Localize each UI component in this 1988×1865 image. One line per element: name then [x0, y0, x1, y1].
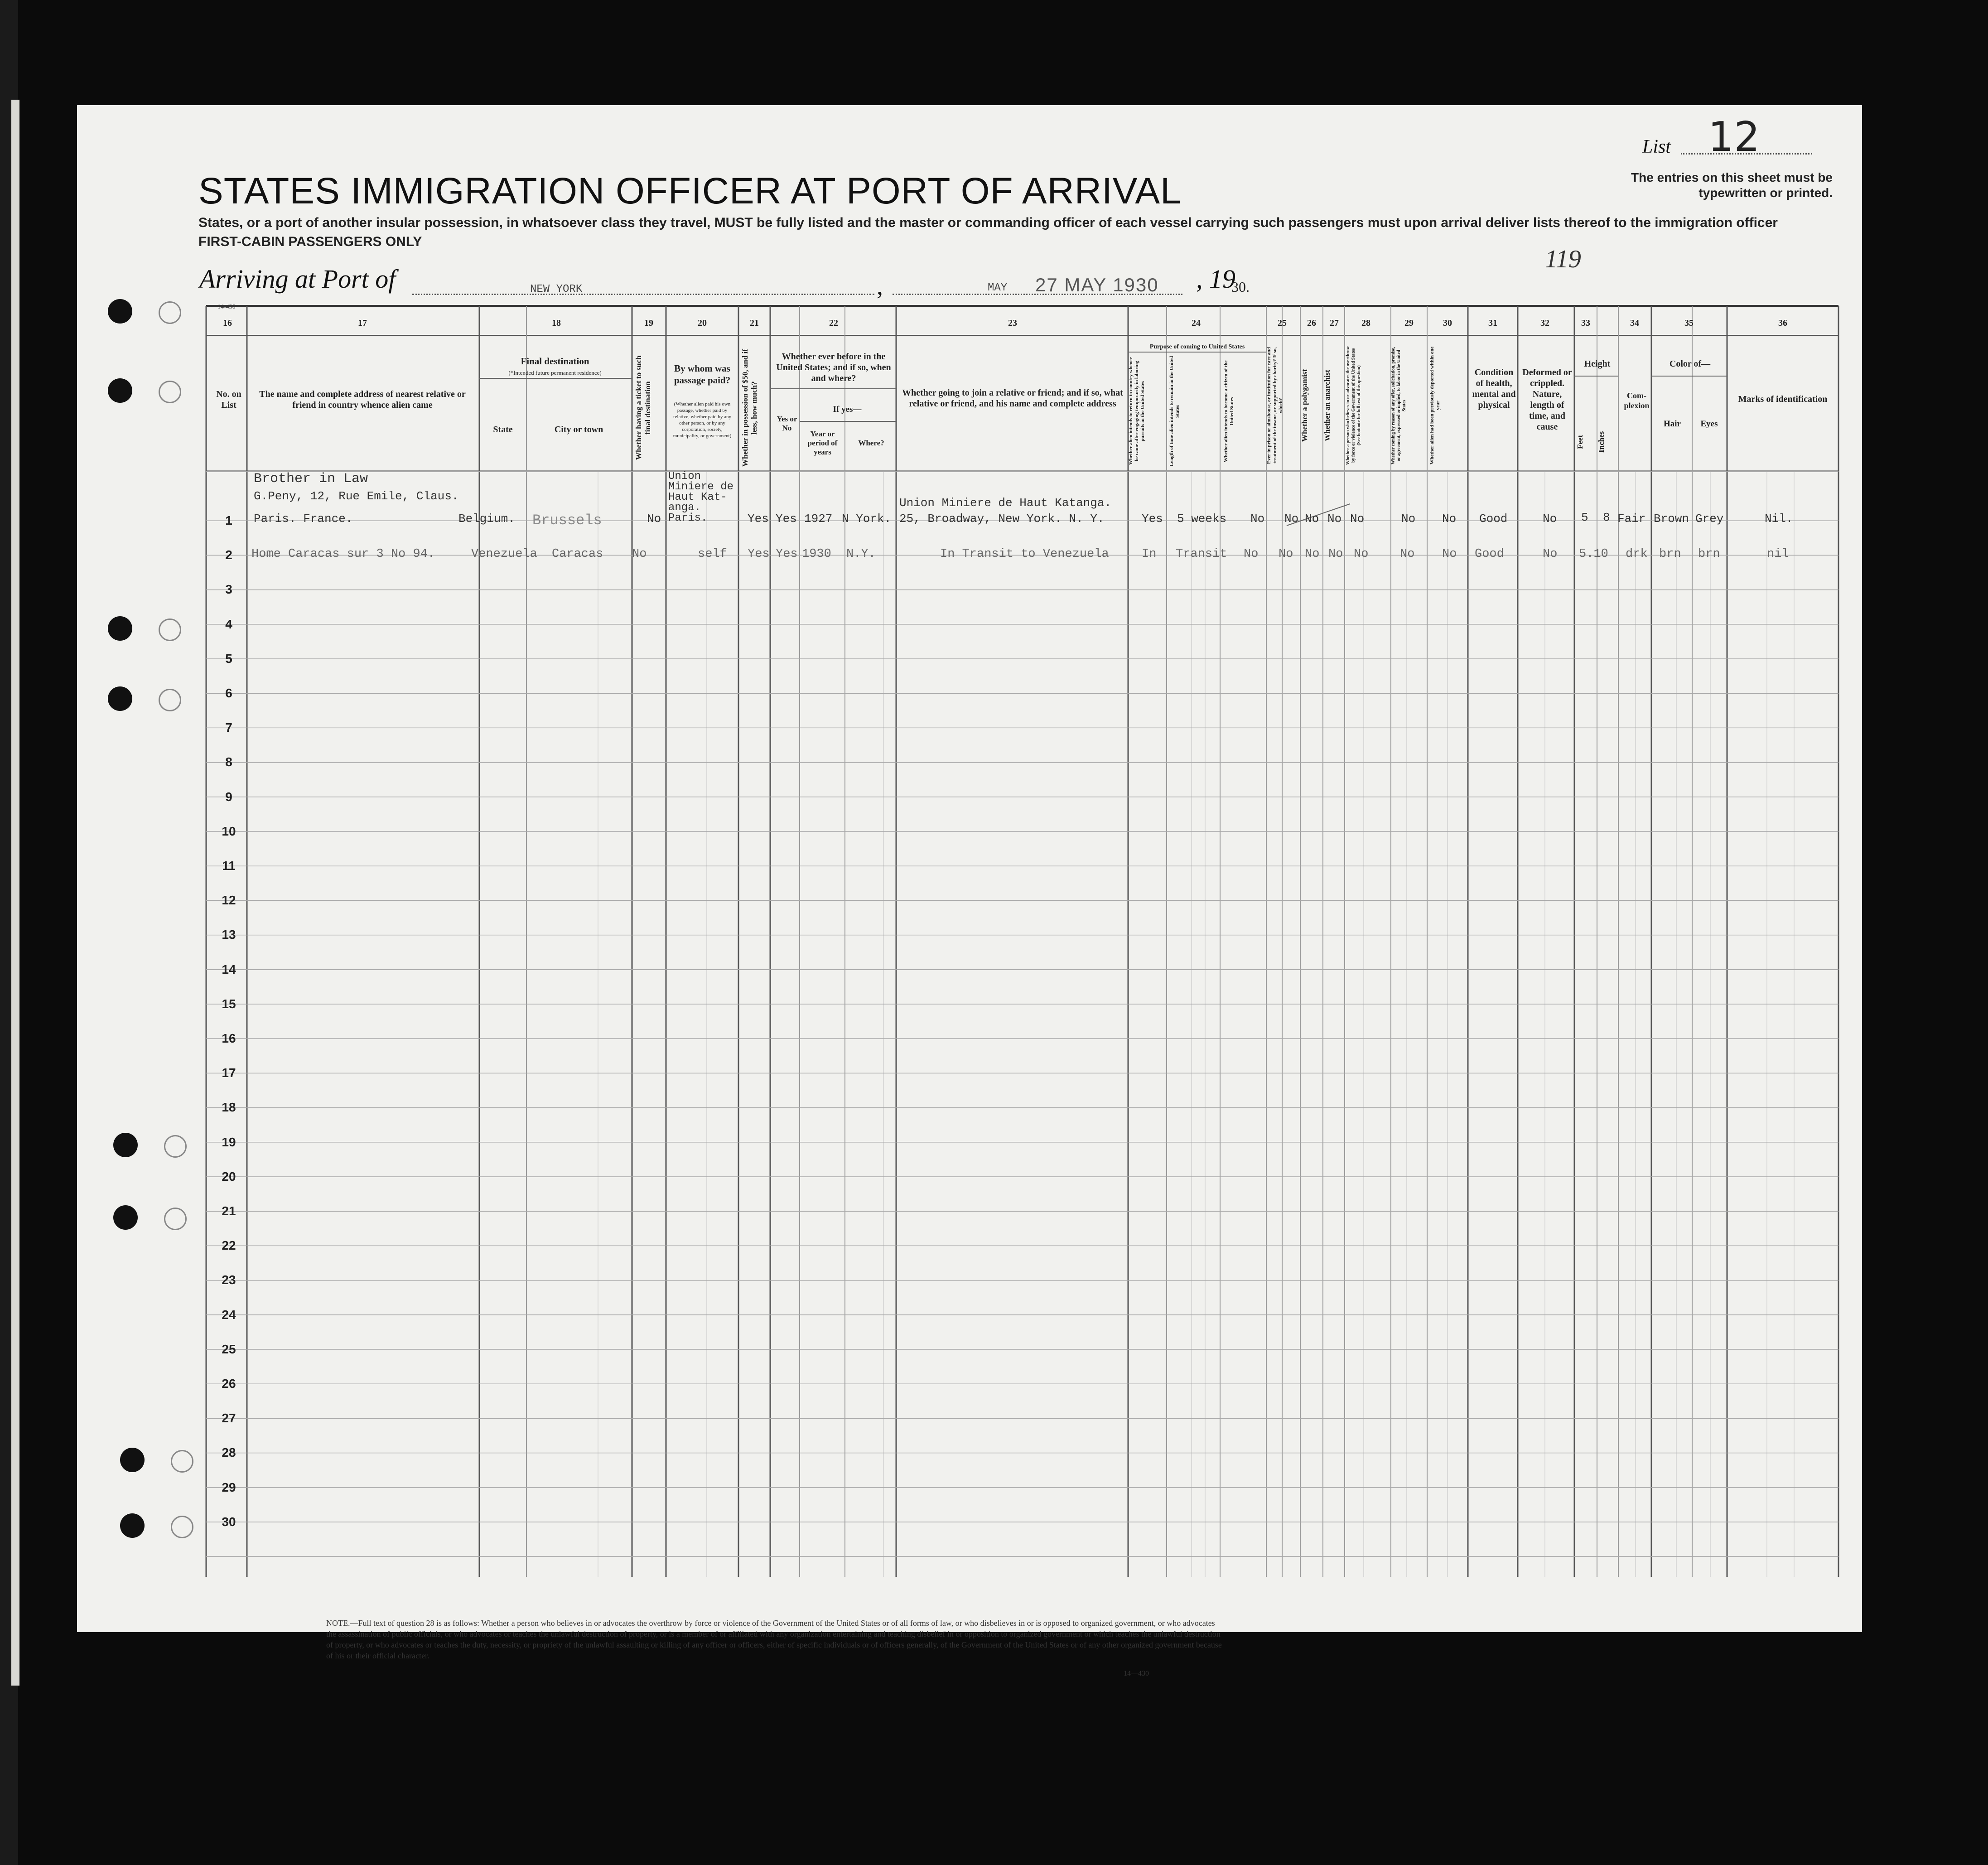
- row1-joining-2: 25, Broadway, New York. N. Y.: [899, 512, 1105, 526]
- column-number-16: 16: [223, 318, 232, 328]
- row-number-20: 20: [222, 1169, 236, 1184]
- column-number-22: 22: [829, 318, 838, 328]
- header-yes-no: Yes or No: [777, 415, 797, 432]
- row2-anarchist: No: [1328, 547, 1343, 561]
- handwritten-number: 119: [1545, 245, 1581, 273]
- row-number-22: 22: [222, 1238, 236, 1253]
- row-number-18: 18: [222, 1100, 236, 1115]
- row-number-28: 28: [222, 1445, 236, 1460]
- row1-q28: No: [1350, 512, 1365, 526]
- row2-prison: No: [1279, 547, 1293, 561]
- header-height: Height: [1584, 359, 1611, 369]
- port-comma: ,: [877, 272, 883, 300]
- row1-complexion: Fair: [1617, 512, 1646, 526]
- header-if-yes: If yes—: [833, 405, 862, 414]
- header-deported: Whether alien had been previously deported within one year: [1429, 346, 1441, 465]
- header-inches: Inches: [1597, 431, 1606, 453]
- row-number-16: 16: [222, 1031, 236, 1045]
- header-ticket: Whether having a ticket to such final destination: [634, 355, 652, 460]
- row-number-2: 2: [225, 548, 232, 562]
- row-number-25: 25: [222, 1342, 236, 1356]
- header-prison: Ever in prison or almshouse, or institution for care and treatment of the insane, or supported by charity? If so, which?: [1266, 347, 1284, 464]
- footer-code: 14—430: [1124, 1670, 1149, 1677]
- row2-where: N.Y.: [846, 547, 876, 561]
- rule-text: States, or a port of another insular possession, in whatsoever class they travel, MUST be fully listed and the master or commanding officer of each vessel carrying such passengers must upon arrival deliver lists thereof to the immigration officer: [198, 215, 1778, 230]
- row2-relative: Home Caracas sur 3 No 94.: [251, 547, 435, 561]
- row2-before: Yes: [776, 547, 798, 561]
- row1-relative-line1: Brother in Law: [254, 471, 368, 487]
- column-number-31: 31: [1488, 318, 1497, 328]
- row-number-12: 12: [222, 893, 236, 908]
- row1-ticket: No: [647, 512, 661, 526]
- row-number-14: 14: [222, 962, 236, 976]
- row-number-17: 17: [222, 1066, 236, 1080]
- column-number-29: 29: [1404, 318, 1414, 328]
- column-number-33: 33: [1581, 318, 1590, 328]
- row1-hair: Brown: [1654, 512, 1689, 526]
- row2-return: In: [1142, 547, 1157, 561]
- header-marks: Marks of identification: [1738, 394, 1828, 404]
- row1-anarchist: No: [1327, 512, 1342, 526]
- column-number-24: 24: [1192, 318, 1201, 328]
- row2-citizen: No: [1244, 547, 1259, 561]
- row1-deformed: No: [1543, 512, 1557, 526]
- row1-year: 1927: [804, 512, 833, 526]
- row1-return: Yes: [1142, 512, 1163, 526]
- row2-ticket: No: [632, 547, 647, 561]
- row1-length: 5 weeks: [1177, 512, 1227, 526]
- column-number-27: 27: [1330, 318, 1339, 328]
- header-anarchist: Whether an anarchist: [1323, 369, 1332, 442]
- header-state: State: [493, 425, 513, 435]
- column-number-26: 26: [1307, 318, 1316, 328]
- date-stamp: 27 MAY 1930: [1035, 274, 1159, 295]
- column-number-18: 18: [552, 318, 561, 328]
- header-labor-offer: Whether coming by reason of any offer, solicitation, promise, or agreement, expressed or implied, to labor in the United States: [1391, 347, 1407, 464]
- row-number-8: 8: [225, 755, 232, 769]
- row2-marks: nil: [1767, 547, 1789, 561]
- row-number-23: 23: [222, 1273, 236, 1287]
- header-final-destination: Final destination: [521, 356, 589, 367]
- row1-citizen: No: [1250, 512, 1265, 526]
- header-q28: Whether a person who believes in or advocates the overthrow by force or violence of the Government of the United States (See footnote for full text of this question): [1346, 346, 1361, 465]
- column-number-36: 36: [1778, 318, 1787, 328]
- column-number-35: 35: [1684, 318, 1694, 328]
- header-citizen-intent: Whether alien intends to become a citizen of the United States: [1223, 360, 1235, 462]
- row1-passage-2: Miniere de: [668, 481, 734, 493]
- header-before-in-us: Whether ever before in the United States; and if so, when and where?: [776, 352, 891, 383]
- row2-length: Transit: [1176, 547, 1227, 561]
- header-relative-abroad: The name and complete address of nearest relative or friend in country whence alien came: [259, 389, 466, 410]
- row1-eyes: Grey: [1695, 512, 1724, 526]
- row2-deported: No: [1442, 547, 1457, 561]
- header-joining-relative: Whether going to join a relative or friend; and if so, what relative or friend, and his name and complete address: [902, 388, 1123, 409]
- column-number-25: 25: [1278, 318, 1287, 328]
- arriving-label: Arriving at Port of: [199, 264, 396, 294]
- row-number-27: 27: [222, 1411, 236, 1425]
- row1-feet: 5: [1581, 511, 1588, 524]
- list-label: List: [1642, 136, 1671, 157]
- header-color-of: Color of—: [1669, 359, 1711, 369]
- year-prefix: , 19: [1196, 264, 1235, 294]
- row2-city: Caracas: [552, 547, 603, 561]
- port-value: NEW YORK: [530, 283, 583, 295]
- column-number-34: 34: [1630, 318, 1639, 328]
- row1-inches: 8: [1603, 511, 1610, 524]
- row-number-5: 5: [225, 651, 232, 666]
- row-number-30: 30: [222, 1514, 236, 1529]
- header-city: City or town: [554, 425, 603, 435]
- header-feet: Feet: [1576, 435, 1584, 449]
- header-deformed: Deformed or crippled. Nature, length of time, and cause: [1522, 367, 1572, 432]
- row1-offer: No: [1401, 512, 1416, 526]
- row2-deformed: No: [1543, 547, 1558, 561]
- row2-state: Venezuela: [471, 547, 537, 561]
- row1-joining-1: Union Miniere de Haut Katanga.: [899, 496, 1112, 510]
- row1-relative-line2: G.Peny, 12, Rue Emile, Claus.: [254, 489, 459, 503]
- page-title: STATES IMMIGRATION OFFICER AT PORT OF ARRIVAL: [198, 170, 1182, 212]
- column-number-19: 19: [644, 318, 653, 328]
- row2-eyes: brn: [1698, 547, 1720, 561]
- row2-feet: 5.10: [1579, 547, 1608, 561]
- header-eyes: Eyes: [1700, 419, 1718, 429]
- row-number-15: 15: [222, 996, 236, 1011]
- row-number-13: 13: [222, 928, 236, 942]
- row1-fifty: Yes: [748, 512, 769, 526]
- row1-where: N York.: [842, 512, 892, 526]
- row-number-10: 10: [222, 824, 236, 838]
- row1-relative-line3: Paris. France.: [254, 512, 353, 526]
- header-complexion: Com- plexion: [1624, 391, 1650, 410]
- form-code: 14-430: [217, 304, 236, 310]
- row-number-9: 9: [225, 789, 232, 804]
- row-number-6: 6: [225, 686, 232, 700]
- row2-hair: brn: [1659, 547, 1681, 561]
- cabin-class: FIRST-CABIN PASSENGERS ONLY: [198, 234, 422, 249]
- row1-city: Brussels: [532, 512, 602, 529]
- row-number-7: 7: [225, 720, 232, 735]
- typewritten-note: The entries on this sheet must be typewritten or printed.: [1631, 170, 1833, 200]
- row1-passage-5: Paris.: [668, 512, 708, 524]
- row1-marks: Nil.: [1765, 512, 1793, 526]
- row2-q28: No: [1354, 547, 1369, 561]
- header-health: Condition of health, mental and physical: [1472, 367, 1516, 410]
- row1-health: Good: [1479, 512, 1508, 526]
- header-hair: Hair: [1664, 419, 1681, 429]
- header-purpose-return: Whether alien intends to return to country whence he came after engaging temporarily in laboring pursuits in the United States: [1128, 357, 1145, 465]
- column-number-32: 32: [1540, 318, 1549, 328]
- row1-before: Yes: [776, 512, 797, 526]
- column-number-23: 23: [1008, 318, 1017, 328]
- row2-health: Good: [1475, 547, 1504, 561]
- year-suffix: 30.: [1231, 279, 1250, 295]
- row2-year: 1930: [802, 547, 831, 561]
- row2-complexion: drk: [1626, 547, 1648, 561]
- header-final-destination-note: (*Intended future permanent residence): [508, 369, 602, 376]
- date-month: MAY: [988, 282, 1008, 294]
- row-number-29: 29: [222, 1480, 236, 1494]
- row-number-4: 4: [225, 617, 232, 631]
- column-number-28: 28: [1361, 318, 1370, 328]
- row-number-19: 19: [222, 1135, 236, 1149]
- row1-state: Belgium.: [458, 512, 515, 526]
- row1-passage-3: Haut Kat-: [668, 491, 727, 503]
- header-length-of-time: Length of time alien intends to remain in the United States: [1169, 356, 1180, 467]
- row2-passage: self: [698, 547, 727, 561]
- row2-polygamist: No: [1305, 547, 1320, 561]
- list-number: 12: [1708, 113, 1760, 161]
- column-number-30: 30: [1443, 318, 1452, 328]
- row1-polygamist: No: [1305, 512, 1319, 526]
- header-year-period: Year or period of years: [807, 430, 838, 456]
- header-purpose: Purpose of coming to United States: [1149, 343, 1245, 350]
- row-number-26: 26: [222, 1377, 236, 1391]
- header-fifty-dollars: Whether in possession of $50, and if less, how much?: [741, 349, 758, 467]
- column-number-21: 21: [750, 318, 759, 328]
- row-number-1: 1: [225, 513, 232, 527]
- column-number-17: 17: [358, 318, 367, 328]
- header-passage-paid: By whom was passage paid?: [674, 363, 731, 386]
- row2-joining: In Transit to Venezuela: [940, 547, 1109, 561]
- header-passage-note: (Whether alien paid his own passage, whether paid by relative, whether paid by any other person, or by any corporation, society, municipality, or government): [673, 401, 732, 439]
- header-where: Where?: [858, 439, 884, 447]
- row1-deported: No: [1442, 512, 1457, 526]
- row1-passage-1: Union: [668, 470, 701, 483]
- row-number-24: 24: [222, 1307, 236, 1322]
- row1-prison: No: [1284, 512, 1299, 526]
- row2-fifty: Yes: [748, 547, 770, 561]
- column-number-20: 20: [698, 318, 707, 328]
- row-number-11: 11: [222, 859, 236, 873]
- row-number-3: 3: [225, 582, 232, 597]
- header-no-on-list: No. on List: [216, 389, 241, 410]
- header-polygamist: Whether a polygamist: [1300, 369, 1309, 442]
- row1-passage-4: anga.: [668, 502, 701, 514]
- row-number-21: 21: [222, 1204, 236, 1218]
- footnote-q28: NOTE.—Full text of question 28 is as follows: Whether a person who believes in or advocates the overthrow by force or violence of the Government of the United States or of all forms of law, or who disbelieves in or is opposed to organized government, or who advocates the assassination of public officials, or who advocates or teaches the unlawful destruction of property, or is a member of or affiliated with any organization entertaining and teaching disbelief in or opposition to organized government or which teaches the unlawful destruction of property, or who advocates or teaches the duty, necessity, or propriety of the unlawful assaulting or killing of any officer or officers, either of specific individuals or of officers generally, of the Government of the United States or of any other organized government because of his or their official character.: [326, 1619, 1222, 1660]
- row2-offer: No: [1400, 547, 1415, 561]
